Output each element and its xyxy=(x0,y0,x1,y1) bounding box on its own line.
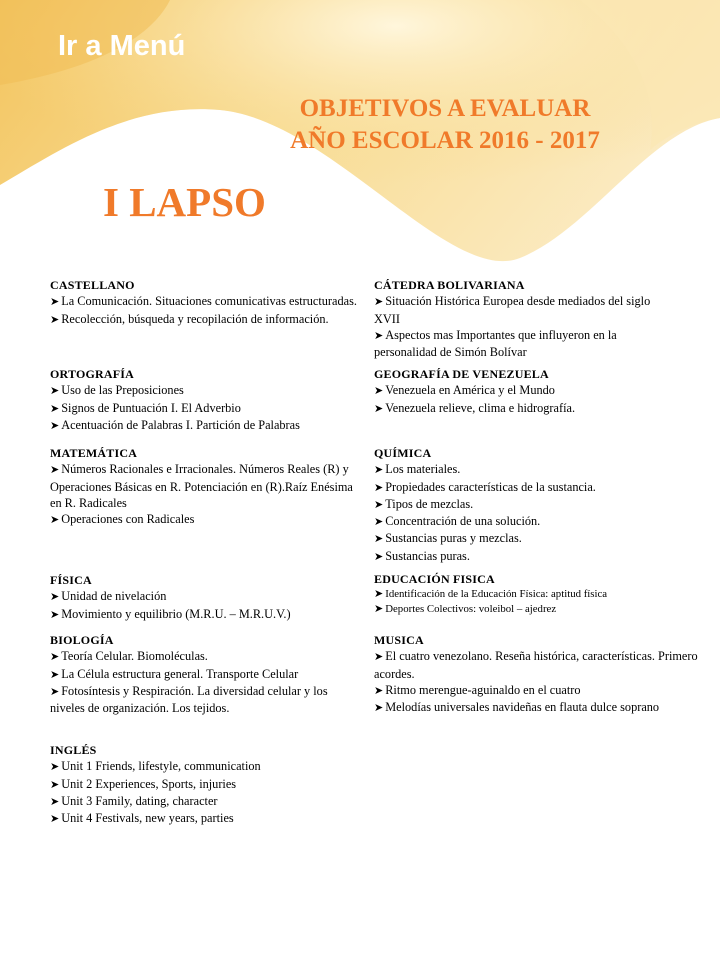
objective-item xyxy=(50,461,360,511)
subject-title: CÁTEDRA BOLIVARIANA xyxy=(374,278,525,292)
objective-text: Fotosíntesis y Respiración. La diversidad celular y los niveles de organización. Los tejidos. xyxy=(50,683,328,716)
arrowhead-bullet-icon: ➤ xyxy=(50,813,60,826)
subject-title: ORTOGRAFÍA xyxy=(50,367,135,381)
subject-title: MUSICA xyxy=(374,633,424,647)
objectives-list xyxy=(374,648,709,716)
objectives-list xyxy=(374,382,679,417)
objective-text: Signos de Puntuación I. El Adverbio xyxy=(61,400,241,415)
arrowhead-bullet-icon: ➤ xyxy=(374,329,384,342)
objectives-list xyxy=(50,382,360,434)
objective-text: Venezuela en América y el Mundo xyxy=(385,383,555,398)
arrowhead-bullet-icon: ➤ xyxy=(50,385,60,398)
arrowhead-bullet-icon: ➤ xyxy=(50,685,60,698)
arrowhead-bullet-icon: ➤ xyxy=(374,516,384,529)
arrowhead-bullet-icon: ➤ xyxy=(50,591,60,604)
objective-item xyxy=(374,682,709,699)
arrowhead-bullet-icon: ➤ xyxy=(374,603,384,615)
arrowhead-bullet-icon: ➤ xyxy=(50,514,60,527)
arrowhead-bullet-icon: ➤ xyxy=(374,481,384,494)
objectives-list xyxy=(374,293,679,360)
arrowhead-bullet-icon: ➤ xyxy=(374,684,384,697)
subject-title: FÍSICA xyxy=(50,573,92,587)
objective-text: Números Racionales e Irracionales. Números Reales (R) y Operaciones Básicas en R. Potenciación en (R).Raíz Enésima en R. Radicales xyxy=(50,462,353,510)
objectives-list xyxy=(50,758,360,827)
objective-text: La Comunicación. Situaciones comunicativas estructuradas. xyxy=(61,294,357,309)
objectives-list xyxy=(50,293,360,328)
period-title: I LAPSO xyxy=(103,179,266,225)
arrowhead-bullet-icon: ➤ xyxy=(374,464,384,477)
objective-item xyxy=(50,776,360,793)
objective-text: Recolección, búsqueda y recopilación de información. xyxy=(61,311,329,326)
subject-section xyxy=(50,277,360,328)
objective-item xyxy=(50,417,360,434)
objectives-list xyxy=(50,588,360,623)
arrowhead-bullet-icon: ➤ xyxy=(50,313,60,326)
arrowhead-bullet-icon: ➤ xyxy=(50,608,60,621)
objective-item xyxy=(50,400,360,417)
arrowhead-bullet-icon: ➤ xyxy=(374,385,384,398)
objective-item xyxy=(50,810,360,827)
objective-text: Sustancias puras y mezclas. xyxy=(385,531,522,546)
arrowhead-bullet-icon: ➤ xyxy=(50,778,60,791)
subject-section xyxy=(374,277,679,360)
objectives-list xyxy=(50,461,360,528)
subject-section xyxy=(50,445,360,528)
objective-text: Concentración de una solución. xyxy=(385,514,541,529)
objective-text: Identificación de la Educación Física: aptitud física xyxy=(385,588,608,600)
objective-item xyxy=(50,648,360,665)
objective-item xyxy=(374,548,679,565)
subject-section xyxy=(50,572,360,623)
arrowhead-bullet-icon: ➤ xyxy=(374,651,384,664)
objective-item xyxy=(374,293,679,327)
objective-text: Deportes Colectivos: voleibol – ajedrez xyxy=(385,603,557,615)
objective-item xyxy=(50,588,360,605)
objective-text: El cuatro venezolano. Reseña histórica, características. Primero acordes. xyxy=(374,649,698,681)
objective-text: Situación Histórica Europea desde mediados del siglo XVII xyxy=(374,294,651,326)
arrowhead-bullet-icon: ➤ xyxy=(374,498,384,511)
header-school-year: AÑO ESCOLAR 2016 - 2017 xyxy=(290,127,600,154)
objectives-list xyxy=(50,648,360,716)
objective-item xyxy=(374,461,679,478)
objective-item xyxy=(50,758,360,775)
subject-section xyxy=(50,632,360,716)
subject-section xyxy=(50,366,360,434)
arrowhead-bullet-icon: ➤ xyxy=(50,419,60,432)
objective-text: Ritmo merengue-aguinaldo en el cuatro xyxy=(385,682,581,697)
objective-item xyxy=(50,311,360,328)
subject-title: MATEMÁTICA xyxy=(50,446,138,460)
objective-item xyxy=(374,699,709,716)
subject-title: QUÍMICA xyxy=(374,446,432,460)
objective-text: La Célula estructura general. Transporte Celular xyxy=(61,666,299,681)
objective-item xyxy=(374,587,679,602)
objective-item xyxy=(374,327,679,361)
arrowhead-bullet-icon: ➤ xyxy=(374,533,384,546)
objective-text: Tipos de mezclas. xyxy=(385,496,474,511)
arrowhead-bullet-icon: ➤ xyxy=(50,668,60,681)
arrowhead-bullet-icon: ➤ xyxy=(50,296,60,309)
objective-text: Unit 1 Friends, lifestyle, communication xyxy=(61,759,261,774)
objective-text: Operaciones con Radicales xyxy=(61,512,195,527)
objective-text: Unit 2 Experiences, Sports, injuries xyxy=(61,776,237,791)
go-to-menu-link[interactable]: Ir a Menú xyxy=(58,30,186,62)
objective-item xyxy=(50,293,360,310)
objective-item xyxy=(50,793,360,810)
header-title: OBJETIVOS A EVALUAR xyxy=(299,95,591,122)
objective-item xyxy=(374,513,679,530)
objective-item xyxy=(50,683,360,717)
subject-title: BIOLOGÍA xyxy=(50,633,114,647)
objective-item xyxy=(50,382,360,399)
arrowhead-bullet-icon: ➤ xyxy=(50,402,60,415)
subject-title: EDUCACIÓN FISICA xyxy=(374,572,495,586)
objectives-list xyxy=(374,461,679,565)
objective-text: Uso de las Preposiciones xyxy=(61,383,184,398)
objective-item xyxy=(374,479,679,496)
objective-item xyxy=(374,530,679,547)
arrowhead-bullet-icon: ➤ xyxy=(374,550,384,563)
page-header xyxy=(230,93,660,157)
subject-title: INGLÉS xyxy=(50,743,97,757)
objective-text: Teoría Celular. Biomoléculas. xyxy=(61,649,208,664)
objective-item xyxy=(50,511,360,528)
objective-text: Sustancias puras. xyxy=(385,548,470,563)
objective-text: Unit 3 Family, dating, character xyxy=(61,793,218,808)
subject-section xyxy=(374,632,709,716)
objective-item xyxy=(374,382,679,399)
arrowhead-bullet-icon: ➤ xyxy=(50,464,60,477)
arrowhead-bullet-icon: ➤ xyxy=(374,588,384,600)
objective-text: Aspectos mas Importantes que influyeron en la personalidad de Simón Bolívar xyxy=(374,327,617,360)
objective-item xyxy=(50,666,360,683)
objective-text: Acentuación de Palabras I. Partición de Palabras xyxy=(61,417,300,432)
objective-item xyxy=(374,602,679,617)
arrowhead-bullet-icon: ➤ xyxy=(50,651,60,664)
subject-section xyxy=(50,742,360,827)
objective-item xyxy=(374,496,679,513)
subject-section xyxy=(374,572,679,617)
objective-text: Los materiales. xyxy=(385,462,461,477)
objective-text: Venezuela relieve, clima e hidrografía. xyxy=(385,400,576,415)
arrowhead-bullet-icon: ➤ xyxy=(374,296,384,309)
arrowhead-bullet-icon: ➤ xyxy=(374,702,384,715)
objective-text: Unit 4 Festivals, new years, parties xyxy=(61,811,234,826)
arrowhead-bullet-icon: ➤ xyxy=(50,761,60,774)
objective-text: Unidad de nivelación xyxy=(61,589,167,604)
arrowhead-bullet-icon: ➤ xyxy=(50,795,60,808)
objective-item xyxy=(50,606,360,623)
objective-text: Propiedades características de la sustancia. xyxy=(385,479,596,494)
objectives-list xyxy=(374,587,679,617)
arrowhead-bullet-icon: ➤ xyxy=(374,402,384,415)
objective-item xyxy=(374,648,709,682)
objective-text: Melodías universales navideñas en flauta dulce soprano xyxy=(385,700,660,715)
subject-title: GEOGRAFÍA DE VENEZUELA xyxy=(374,367,549,381)
objective-text: Movimiento y equilibrio (M.R.U. – M.R.U.V.) xyxy=(61,606,291,621)
subject-section xyxy=(374,366,679,417)
objective-item xyxy=(374,400,679,417)
subject-section xyxy=(374,445,679,565)
subject-title: CASTELLANO xyxy=(50,278,135,292)
